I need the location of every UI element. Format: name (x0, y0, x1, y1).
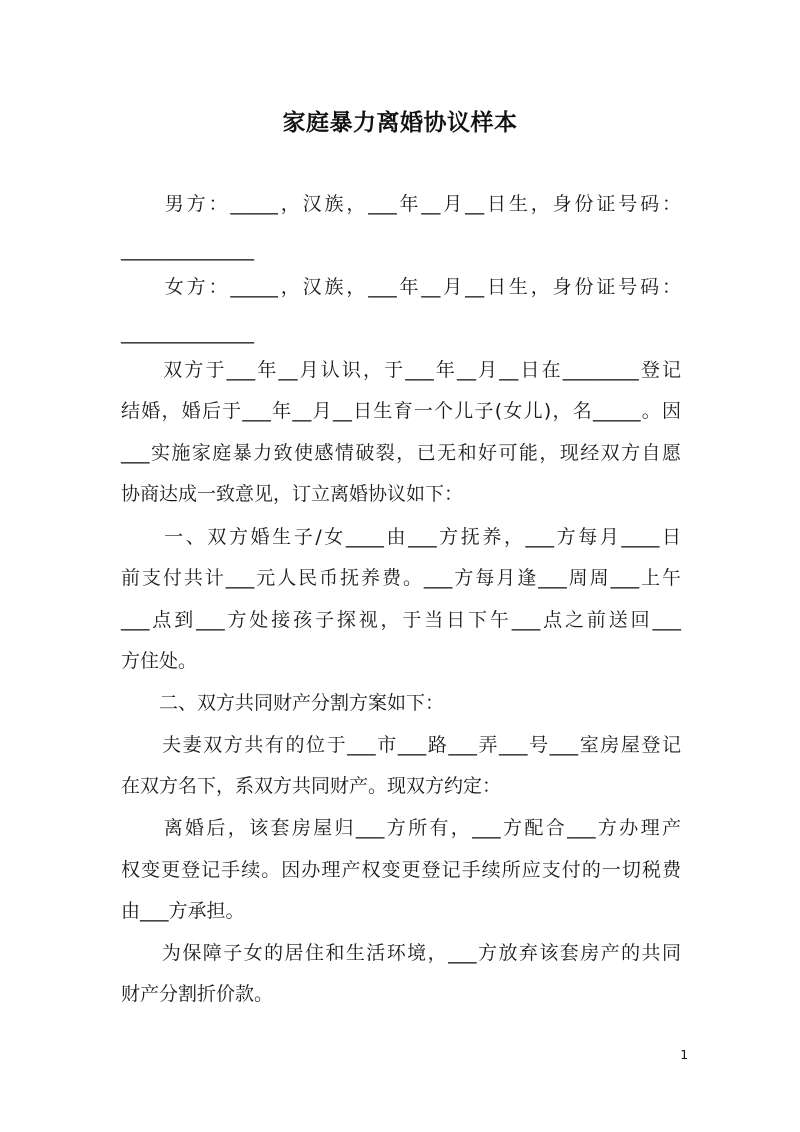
text-line: ___实施家庭暴力致使感情破裂，已无和好可能，现经双方自愿 (121, 442, 681, 464)
text-line: 财产分割折价款。 (121, 983, 274, 1005)
text-line: 双方于___年__月认识，于___年__月__日在________登记 (121, 359, 681, 381)
text-line: 离婚后，该套房屋归___方所有，___方配合___方办理产 (121, 817, 681, 839)
text-line: 夫妻双方共有的位于___市___路___弄___号___室房屋登记 (121, 734, 681, 756)
text-line: 在双方名下，系双方共同财产。现双方约定： (121, 775, 502, 797)
text-line: 协商达成一致意见，订立离婚协议如下： (121, 483, 464, 505)
text-line: 权变更登记手续。因办理产权变更登记手续所应支付的一切税费 (121, 859, 681, 881)
text-line: 为保障子女的居住和生活环境，___方放弃该套房产的共同 (121, 942, 681, 964)
text-line: 结婚，婚后于___年__月__日生育一个儿子(女儿)，名_____。因 (121, 400, 681, 422)
text-line: 一、双方婚生子/女____由___方抚养，___方每月____日 (121, 526, 681, 548)
text-line: 前支付共计___元人民币抚养费。___方每月逢___周周___上午 (121, 567, 681, 589)
text-line: ___点到___方处接孩子探视，于当日下午___点之前送回___ (121, 609, 681, 631)
text-line: ______________ (121, 239, 254, 261)
document-title: 家庭暴力离婚协议样本 (282, 110, 518, 136)
text-line: 男方：_____，汉族，___年__月__日生，身份证号码： (121, 193, 681, 215)
text-line: 二、双方共同财产分割方案如下： (121, 692, 445, 714)
text-line: 女方：_____，汉族，___年__月__日生，身份证号码： (121, 276, 681, 298)
page-number: 1 (680, 1048, 688, 1062)
text-line: 由___方承担。 (121, 900, 245, 922)
text-line: 方住处。 (121, 650, 198, 672)
text-line: ______________ (121, 322, 254, 344)
